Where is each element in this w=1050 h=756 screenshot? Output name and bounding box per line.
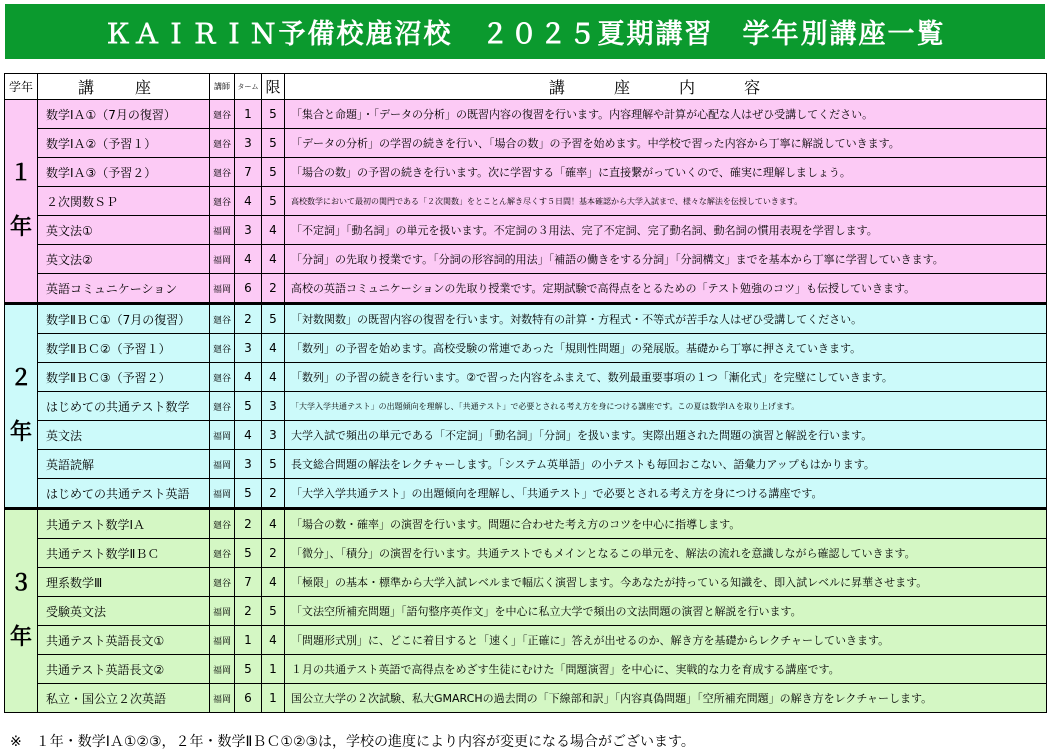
table-body <box>5 100 1047 713</box>
term-number: 5 <box>235 392 262 421</box>
table-row <box>5 274 1047 304</box>
course-description: 長文総合問題の解法をレクチャーします。「システム英単語」の小テストも毎回おこない、語彙力アップもはかります。 <box>285 450 1047 479</box>
term-number: 3 <box>235 334 262 363</box>
course-name: 英文法 <box>38 421 210 450</box>
term-number: 2 <box>235 597 262 626</box>
grade-number: ３ <box>9 571 32 596</box>
period-number: 5 <box>262 597 285 626</box>
course-description: 「極限」の基本・標準から大学入試レベルまで幅広く演習します。今あなたが持っている知識を、即入試レベルに昇華させます。 <box>285 568 1047 597</box>
page-title: ＫＡＩＲＩＮ予備校鹿沼校 ２０２５夏期講習 学年別講座一覧 <box>104 19 946 50</box>
period-number: 2 <box>262 479 285 509</box>
course-description: 「分詞」の先取り授業です。「分詞の形容詞的用法」「補語の働きをする分詞」「分詞構文」までを基本から丁寧に学習していきます。 <box>285 245 1047 274</box>
course-description: 「場合の数」の予習の続きを行います。次に学習する「確率」に直接繋がっていくので、確実に理解しましょう。 <box>285 158 1047 187</box>
course-name: 共通テスト英語長文② <box>38 655 210 684</box>
term-number: 1 <box>235 626 262 655</box>
teacher-name: 廻谷 <box>210 509 235 539</box>
teacher-name: 廻谷 <box>210 539 235 568</box>
period-number: 5 <box>262 187 285 216</box>
course-name: ２次関数ＳＰ <box>38 187 210 216</box>
header-teacher: 講師 <box>210 74 235 100</box>
term-number: 3 <box>235 450 262 479</box>
table-row <box>5 568 1047 597</box>
term-number: 7 <box>235 158 262 187</box>
term-number: 1 <box>235 100 262 129</box>
period-number: 5 <box>262 304 285 334</box>
course-name: 数学ⅡＢＣ②（予習１） <box>38 334 210 363</box>
table-row <box>5 479 1047 509</box>
course-name: 共通テスト数学ⅠＡ <box>38 509 210 539</box>
teacher-name: 廻谷 <box>210 363 235 392</box>
term-number: 4 <box>235 245 262 274</box>
term-number: 4 <box>235 363 262 392</box>
header-limit: 限 <box>262 74 285 100</box>
teacher-name: 福岡 <box>210 684 235 713</box>
course-description: 「大学入学共通テスト」の出題傾向を理解し、「共通テスト」で必要とされる考え方を身につける講座です。 <box>285 479 1047 509</box>
course-description: １月の共通テスト英語で高得点をめざす生徒にむけた「問題演習」を中心に、実戦的な力を育成する講座です。 <box>285 655 1047 684</box>
teacher-name: 福岡 <box>210 421 235 450</box>
teacher-name: 福岡 <box>210 655 235 684</box>
course-table <box>4 73 1047 713</box>
term-number: 3 <box>235 216 262 245</box>
course-description: 「文法空所補充問題」「語句整序英作文」を中心に私立大学で頻出の文法問題の演習と解説を行います。 <box>285 597 1047 626</box>
period-number: 4 <box>262 334 285 363</box>
grade-label <box>5 509 38 713</box>
course-name: 英文法② <box>38 245 210 274</box>
course-description: 「場合の数・確率」の演習を行います。問題に合わせた考え方のコツを中心に指導します。 <box>285 509 1047 539</box>
table-row <box>5 626 1047 655</box>
course-description: 「数列」の予習の続きを行います。②で習った内容をふまえて、数列最重要事項の１つ「漸化式」を完璧にしていきます。 <box>285 363 1047 392</box>
header-grade: 学年 <box>5 74 38 100</box>
course-name: 数学ⅡＢＣ③（予習２） <box>38 363 210 392</box>
course-name: 英語読解 <box>38 450 210 479</box>
table-row <box>5 334 1047 363</box>
teacher-name: 廻谷 <box>210 187 235 216</box>
course-name: 共通テスト数学ⅡＢＣ <box>38 539 210 568</box>
table-row <box>5 245 1047 274</box>
grade-label <box>5 100 38 304</box>
table-row <box>5 421 1047 450</box>
table-row <box>5 450 1047 479</box>
period-number: 4 <box>262 216 285 245</box>
grade-number: １ <box>9 161 32 186</box>
course-description: 「集合と命題」・「データの分析」の既習内容の復習を行います。内容理解や計算が心配な人はぜひ受講してください。 <box>285 100 1047 129</box>
grade-number: ２ <box>9 366 32 391</box>
course-name: 英語コミュニケーション <box>38 274 210 304</box>
period-number: 4 <box>262 363 285 392</box>
period-number: 4 <box>262 509 285 539</box>
grade-suffix: 年 <box>9 420 32 445</box>
table-row <box>5 100 1047 129</box>
course-description: 「対数関数」の既習内容の復習を行います。対数特有の計算・方程式・不等式が苦手な人はぜひ受講してください。 <box>285 304 1047 334</box>
teacher-name: 福岡 <box>210 479 235 509</box>
course-name: はじめての共通テスト数学 <box>38 392 210 421</box>
table-row <box>5 684 1047 713</box>
teacher-name: 廻谷 <box>210 392 235 421</box>
table-row <box>5 304 1047 334</box>
teacher-name: 廻谷 <box>210 100 235 129</box>
course-description: 高校の英語コミュニケーションの先取り授業です。定期試験で高得点をとるための「テスト勉強のコツ」も伝授していきます。 <box>285 274 1047 304</box>
table-row <box>5 187 1047 216</box>
table-row <box>5 392 1047 421</box>
period-number: 1 <box>262 655 285 684</box>
table-row <box>5 363 1047 392</box>
table-row <box>5 129 1047 158</box>
period-number: 5 <box>262 129 285 158</box>
teacher-name: 福岡 <box>210 597 235 626</box>
period-number: 5 <box>262 450 285 479</box>
period-number: 4 <box>262 568 285 597</box>
course-name: 私立・国公立２次英語 <box>38 684 210 713</box>
course-name: はじめての共通テスト英語 <box>38 479 210 509</box>
period-number: 5 <box>262 100 285 129</box>
teacher-name: 廻谷 <box>210 158 235 187</box>
table-row <box>5 655 1047 684</box>
teacher-name: 福岡 <box>210 274 235 304</box>
header-course: 講 座 <box>38 74 210 100</box>
table-row <box>5 597 1047 626</box>
period-number: 4 <box>262 245 285 274</box>
course-name: 理系数学Ⅲ <box>38 568 210 597</box>
course-name: 共通テスト英語長文① <box>38 626 210 655</box>
course-description: 「微分」、「積分」の演習を行います。共通テストでもメインとなるこの単元を、解法の流れを意識しながら確認していきます。 <box>285 539 1047 568</box>
header-content: 講 座 内 容 <box>285 74 1047 100</box>
grade-label <box>5 304 38 509</box>
teacher-name: 福岡 <box>210 626 235 655</box>
course-description: 「数列」の予習を始めます。高校受験の常連であった「規則性問題」の発展版。基礎から丁寧に押さえていきます。 <box>285 334 1047 363</box>
course-description: 大学入試で頻出の単元である「不定詞」「動名詞」「分詞」を扱います。実際出題された問題の演習と解説を行います。 <box>285 421 1047 450</box>
course-name: 数学ⅠＡ③（予習２） <box>38 158 210 187</box>
term-number: 6 <box>235 274 262 304</box>
period-number: 2 <box>262 274 285 304</box>
course-name: 数学ⅠＡ①（7月の復習） <box>38 100 210 129</box>
course-description: 「大学入学共通テスト」の出題傾向を理解し、「共通テスト」で必要とされる考え方を身につける講座です。この夏は数学ⅠＡを取り上げます。 <box>285 392 1047 421</box>
period-number: 1 <box>262 684 285 713</box>
table-row <box>5 158 1047 187</box>
teacher-name: 福岡 <box>210 216 235 245</box>
period-number: 4 <box>262 626 285 655</box>
course-description: 「不定詞」「動名詞」の単元を扱います。不定詞の３用法、完了不定詞、完了動名詞、動名詞の慣用表現を学習します。 <box>285 216 1047 245</box>
teacher-name: 福岡 <box>210 245 235 274</box>
course-name: 数学ⅠＡ②（予習１） <box>38 129 210 158</box>
term-number: 2 <box>235 509 262 539</box>
table-header-row <box>5 74 1047 100</box>
table-row <box>5 216 1047 245</box>
header-term: ターム <box>235 74 262 100</box>
term-number: 4 <box>235 187 262 216</box>
course-description: 「問題形式別」に、どこに着目すると「速く」「正確に」答えが出せるのか、解き方を基礎からレクチャーしていきます。 <box>285 626 1047 655</box>
footnote: ※ １年・数学ⅠＡ①②③，２年・数学ⅡＢＣ①②③は，学校の進度により内容が変更になる場合がございます。 <box>10 734 695 750</box>
period-number: 5 <box>262 158 285 187</box>
table-row <box>5 509 1047 539</box>
course-description: 国公立大学の２次試験、私大GMARCHの過去問の「下線部和訳」「内容真偽問題」「空所補充問題」の解き方をレクチャーします。 <box>285 684 1047 713</box>
course-name: 受験英文法 <box>38 597 210 626</box>
term-number: 3 <box>235 129 262 158</box>
period-number: 3 <box>262 421 285 450</box>
term-number: 5 <box>235 655 262 684</box>
course-description: 「データの分析」の学習の続きを行い、「場合の数」の予習を始めます。中学校で習った内容から丁寧に解説していきます。 <box>285 129 1047 158</box>
term-number: 2 <box>235 304 262 334</box>
term-number: 6 <box>235 684 262 713</box>
table-row <box>5 539 1047 568</box>
term-number: 5 <box>235 479 262 509</box>
page-title-banner <box>5 4 1045 59</box>
teacher-name: 廻谷 <box>210 304 235 334</box>
course-name: 英文法① <box>38 216 210 245</box>
term-number: 7 <box>235 568 262 597</box>
teacher-name: 廻谷 <box>210 334 235 363</box>
course-name: 数学ⅡＢＣ①（7月の復習） <box>38 304 210 334</box>
teacher-name: 廻谷 <box>210 129 235 158</box>
period-number: 2 <box>262 539 285 568</box>
grade-suffix: 年 <box>9 215 32 240</box>
term-number: 4 <box>235 421 262 450</box>
teacher-name: 廻谷 <box>210 568 235 597</box>
term-number: 5 <box>235 539 262 568</box>
period-number: 3 <box>262 392 285 421</box>
course-description: 高校数学において最初の関門である「２次関数」をとことん解き尽くす５日間！基本確認から大学入試まで、様々な解法を伝授していきます。 <box>285 187 1047 216</box>
teacher-name: 福岡 <box>210 450 235 479</box>
grade-suffix: 年 <box>9 625 32 650</box>
